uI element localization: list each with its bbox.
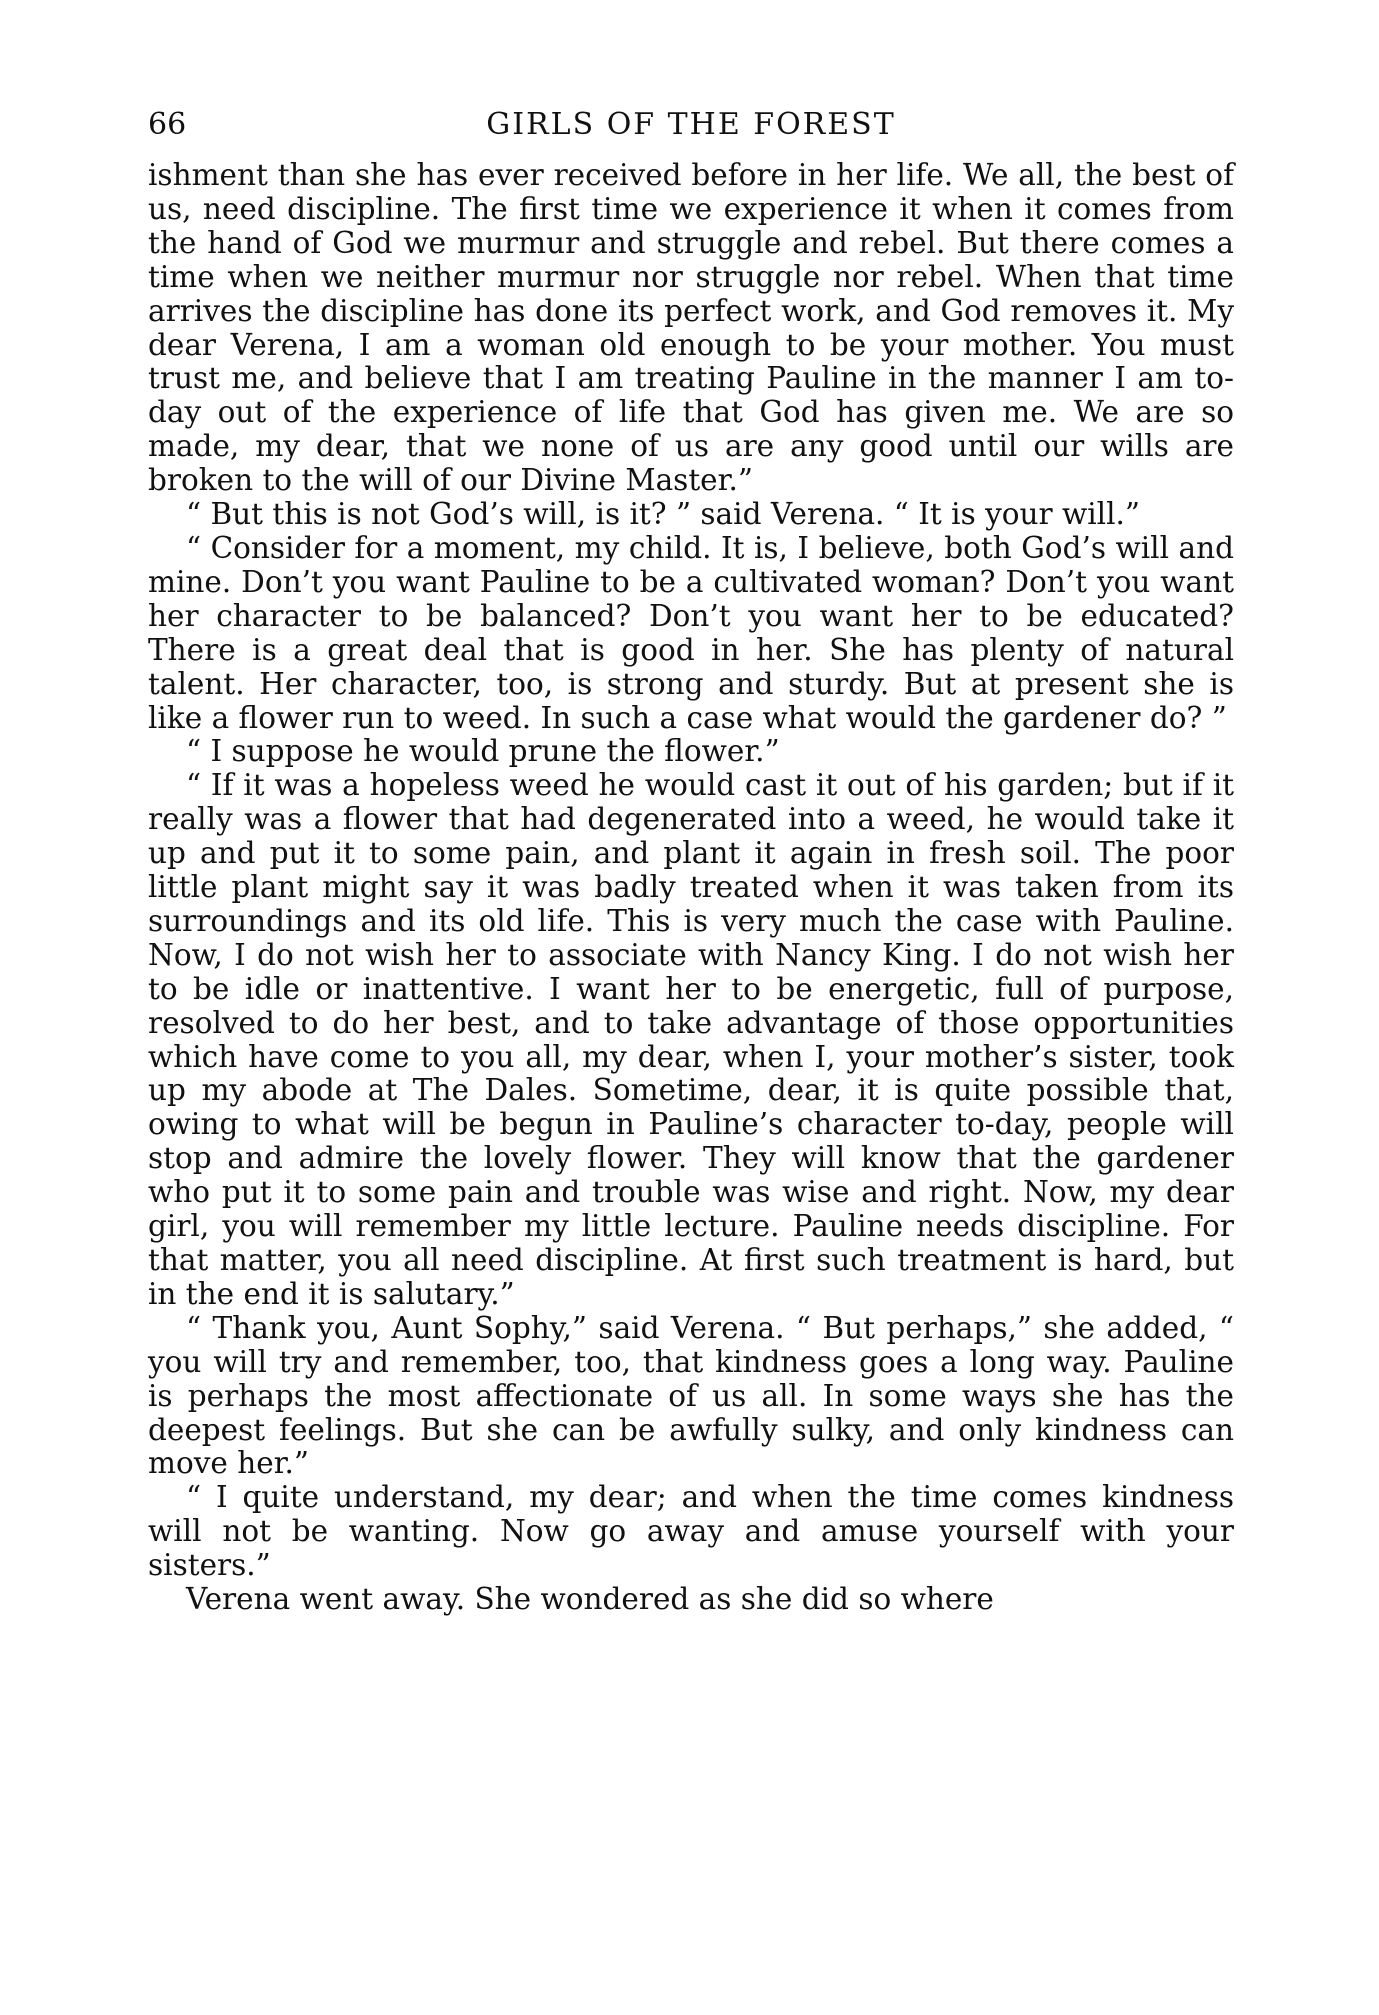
running-title: GIRLS OF THE FOREST bbox=[486, 107, 896, 142]
page-header bbox=[148, 103, 1234, 147]
paragraph: “ If it was a hopeless weed he would cast it out of his garden; but if it really was a flower that had degenerated into a weed, he would take it up and put it to some pain, and plant it again in fresh soil. The poor little plant might say it was badly treated when it was taken from its surroundings and its old life. This is very much the case with Pauline. Now, I do not wish her to associate with Nancy King. I do not wish her to be idle or inattentive. I want her to be energetic, full of purpose, resolved to do her best, and to take advantage of those opportunities which have come to you all, my dear, when I, your mother’s sister, took up my abode at The Dales. Sometime, dear, it is quite possible that, owing to what will be begun in Pauline’s character to-day, people will stop and admire the lovely flower. They will know that the gardener who put it to some pain and trouble was wise and right. Now, my dear girl, you will remember my little lecture. Pauline needs discipline. For that matter, you all need discipline. At first such treatment is hard, but in the end it is salutary.” bbox=[148, 768, 1234, 1311]
paragraph: ishment than she has ever received before in her life. We all, the best of us, need discipline. The first time we experience it when it comes from the hand of God we murmur and struggle and rebel. But there comes a time when we neither murmur nor struggle nor rebel. When that time arrives the discipline has done its perfect work, and God removes it. My dear Verena, I am a woman old enough to be your mother. You must trust me, and believe that I am treating Pauline in the manner I am to-day out of the experience of life that God has given me. We are so made, my dear, that we none of us are any good until our wills are broken to the will of our Divine Master.” bbox=[148, 158, 1234, 498]
paragraph: “ But this is not God’s will, is it? ” said Verena. “ It is your will.” bbox=[186, 497, 1141, 532]
paragraph: “ Thank you, Aunt Sophy,” said Verena. “ But perhaps,” she added, “ you will try and remember, too, that kindness goes a long way. Pauline is perhaps the most affectionate of us all. In some ways she has the deepest feelings. But she can be awfully sulky, and only kindness can move her.” bbox=[148, 1310, 1234, 1481]
paragraph: “ Consider for a moment, my child. It is, I believe, both God’s will and mine. Don’t you want Pauline to be a cultivated woman? Don’t you want her character to be balanced? Don’t you want her to be educated? There is a great deal that is good in her. She has plenty of natural talent. Her character, too, is strong and sturdy. But at present she is like a flower run to weed. In such a case what would the gardener do? ” bbox=[148, 530, 1234, 735]
paragraph: “ I suppose he would prune the flower.” bbox=[186, 734, 780, 769]
paragraph: Verena went away. She wondered as she did so where bbox=[186, 1582, 994, 1617]
body-text bbox=[148, 159, 1234, 1617]
paragraph: “ I quite understand, my dear; and when the time comes kindness will not be wanting. Now go away and amuse yourself with your sisters.” bbox=[148, 1480, 1234, 1583]
book-page bbox=[148, 103, 1234, 1617]
page-number: 66 bbox=[148, 107, 187, 142]
